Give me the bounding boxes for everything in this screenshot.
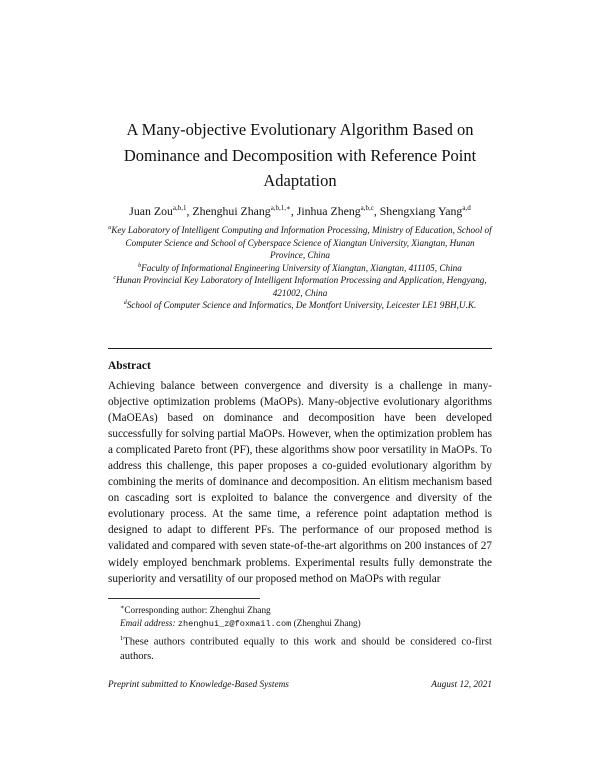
author-name: Juan Zou [129,203,173,218]
affiliation-text: Hunan Provincial Key Laboratory of Intelligent Information Processing and Application, Hengyang, 421002, China [115,275,487,298]
author-name: Zhenghui Zhang [192,203,271,218]
affiliation-text: Key Laboratory of Intelligent Computing and Information Processing, Ministry of Education, School of Computer Science and School of Cyberspace Science of Xiangtan University, Xiangtan, Hunan Province, China [111,225,492,261]
affiliation-d [108,297,492,312]
email-owner: (Zhenghui Zhang) [293,617,361,628]
abstract-text: Achieving balance between convergence and diversity is a challenge in many-objective optimization problems (MaOPs). Many-objective evolutionary algorithms (MaOEAs) based on dominance and decomposition have been developed successfully for solving partial MaOPs. However, when the optimization problem has a complicated Pareto front (PF), these algorithms show poor versatility in MaOPs. To address this challenge, this paper proposes a co-guided evolutionary algorithm by combining the merits of dominance and decomposition. An elitism mechanism based on cascading sort is exploited to balance the convergence and diversity of the evolutionary process. At the same time, a reference point adaptation method is designed to adapt to different PFs. The performance of our proposed method is validated and compared with seven state-of-the-art algorithms on 200 instances of 27 widely employed benchmark problems. Experimental results fully demonstrate the superiority and versatility of our proposed method on MaOPs with regular [108,380,492,585]
footnote-mark: 1 [120,635,124,643]
affiliation-mark: b [138,263,142,269]
footer-journal: Preprint submitted to Knowledge-Based Systems [108,680,289,690]
author-affil-mark: a,b,1 [172,204,187,212]
affiliation-mark: c [113,275,116,281]
author-affil-mark: a,d [462,204,471,212]
affiliation-c [108,272,492,299]
footnote-equal-text: These authors contributed equally to this work and should be considered co-first authors. [120,636,492,663]
email-link[interactable]: zhenghui_z@foxmail.com [177,618,292,629]
abstract-heading: Abstract [108,360,151,372]
paper-title: A Many-objective Evolutionary Algorithm Based on Dominance and Decomposition with Reference Point Adaptation [123,120,477,190]
footnote-equal-contribution [108,632,492,665]
abstract-top-rule [108,348,492,349]
affiliation-a [108,222,492,262]
footnote-corresponding [108,602,492,617]
footnotes [108,602,492,665]
author-list: Juan Zou$^{a,b,1}$, Zhenghui Zhang$^{a,b,1,∗}$, Jinhua Zheng$^{a,b,c}$, Shengxiang Yang$^{a,d}$ [129,203,471,218]
footnote-email [108,617,492,631]
email-label: Email address: [120,617,176,628]
author-affil-mark: a,b,c [360,204,374,212]
author-affil-mark: a,b,1,∗ [270,204,291,212]
author-name: Jinhua Zheng [296,203,361,218]
footer-date: August 12, 2021 [431,680,492,690]
affiliation-mark: a [108,225,112,231]
footnote-mark: ∗ [120,604,125,611]
footnote-corresponding-text: Corresponding author: Zhenghui Zhang [124,605,271,616]
affiliation-mark: d [123,300,127,306]
affiliation-text: School of Computer Science and Informatics, De Montfort University, Leicester LE1 9BH,U.K. [126,300,477,311]
affiliation-text: Faculty of Informational Engineering University of Xiangtan, Xiangtan, 411105, China [141,263,462,274]
footnote-rule [108,598,260,599]
author-name: Shengxiang Yang [379,203,463,218]
